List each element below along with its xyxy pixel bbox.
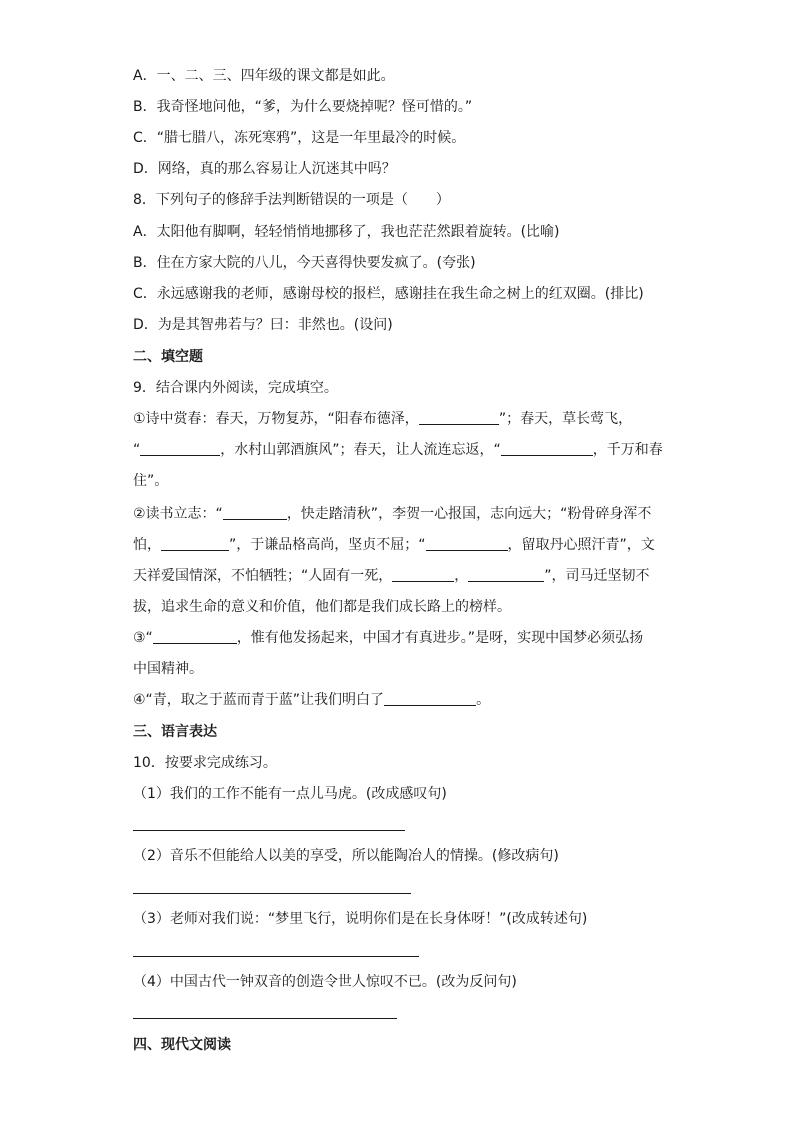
q9-part1-line1: ①诗中赏春：春天，万物复苏，“阳春布德泽， ”；春天，草长莺飞， (133, 411, 633, 427)
q8-stem: 8．下列句子的修辞手法判断错误的一项是（ ） (133, 192, 450, 208)
q9-part2-line1: ②读书立志：“ ，快走踏清秋”，李贺一心报国，志向远大；“粉骨碎身浑不 (133, 506, 652, 522)
fill-blank[interactable] (223, 505, 287, 520)
answer-line[interactable] (133, 956, 419, 957)
q9-part2-line4: 拔，追求生命的意义和价值，他们都是我们成长路上的榜样。 (133, 599, 511, 615)
q10-sub4: （4）中国古代一钟双音的创造令世人惊叹不已。(改为反问句) (133, 974, 517, 990)
section-title-fill-in: 二、填空题 (133, 349, 203, 365)
fill-blank[interactable] (161, 536, 229, 551)
q10-stem: 10．按要求完成练习。 (133, 755, 277, 771)
q9-part1-line2: “ ，水村山郭酒旗风”；春天，让人流连忘返，“ ，千万和春 (133, 442, 663, 458)
fill-blank[interactable] (501, 441, 593, 456)
q9-part3-line2: 中国精神。 (133, 661, 203, 677)
q8-option-a: A．太阳他有脚啊，轻轻悄悄地挪移了，我也茫茫然跟着旋转。(比喻) (133, 224, 560, 240)
q9-part3-line1: ③“ ，惟有他发扬起来，中国才有真进步。”是呀，实现中国梦必须弘扬 (133, 630, 644, 646)
section-title-modern-reading: 四、现代文阅读 (133, 1037, 231, 1053)
q9-part2-line3: 天祥爱国情深，不怕牺牲；“人固有一死， ， ”，司马迁坚韧不 (133, 568, 650, 584)
answer-line[interactable] (133, 893, 411, 894)
q7-option-a: A．一、二、三、四年级的课文都是如此。 (133, 68, 395, 84)
q9-part4: ④“青，取之于蓝而青于蓝”让我们明白了 。 (133, 692, 491, 708)
q7-option-b: B．我奇怪地问他，“爹，为什么要烧掉呢？怪可惜的。” (133, 99, 473, 115)
q7-option-c: C．“腊七腊八，冻死寒鸦”，这是一年里最冷的时候。 (133, 130, 466, 146)
q10-sub2: （2）音乐不但能给人以美的享受，所以能陶冶人的情操。(修改病句) (133, 848, 559, 864)
section-title-language-expression: 三、语言表达 (133, 724, 217, 740)
q9-stem: 9．结合课内外阅读，完成填空。 (133, 380, 338, 396)
q9-part1-line3: 住”。 (133, 473, 169, 489)
q9-part2-line2: 怕， ”，于谦品格高尚，坚贞不屈；“ ，留取丹心照汗青”，文 (133, 537, 655, 553)
fill-blank[interactable] (426, 536, 508, 551)
q10-sub1: （1）我们的工作不能有一点儿马虎。(改成感叹句) (133, 786, 447, 802)
fill-blank[interactable] (419, 410, 499, 425)
q10-sub3: （3）老师对我们说：“梦里飞行，说明你们是在长身体呀！”(改成转述句) (133, 911, 588, 927)
answer-line[interactable] (133, 1018, 397, 1019)
answer-line[interactable] (133, 830, 405, 831)
fill-blank[interactable] (153, 629, 237, 644)
fill-blank[interactable] (384, 691, 476, 706)
fill-blank[interactable] (392, 567, 454, 582)
q8-option-d: D．为是其智弗若与？曰：非然也。(设问) (133, 317, 393, 333)
q8-option-c: C．永远感谢我的老师，感谢母校的报栏，感谢挂在我生命之树上的红双圈。(排比) (133, 286, 644, 302)
fill-blank[interactable] (468, 567, 544, 582)
q8-option-b: B．住在方家大院的八儿，今天喜得快要发疯了。(夸张) (133, 255, 476, 271)
q7-option-d: D．网络，真的那么容易让人沉迷其中吗？ (133, 161, 396, 177)
fill-blank[interactable] (140, 441, 220, 456)
